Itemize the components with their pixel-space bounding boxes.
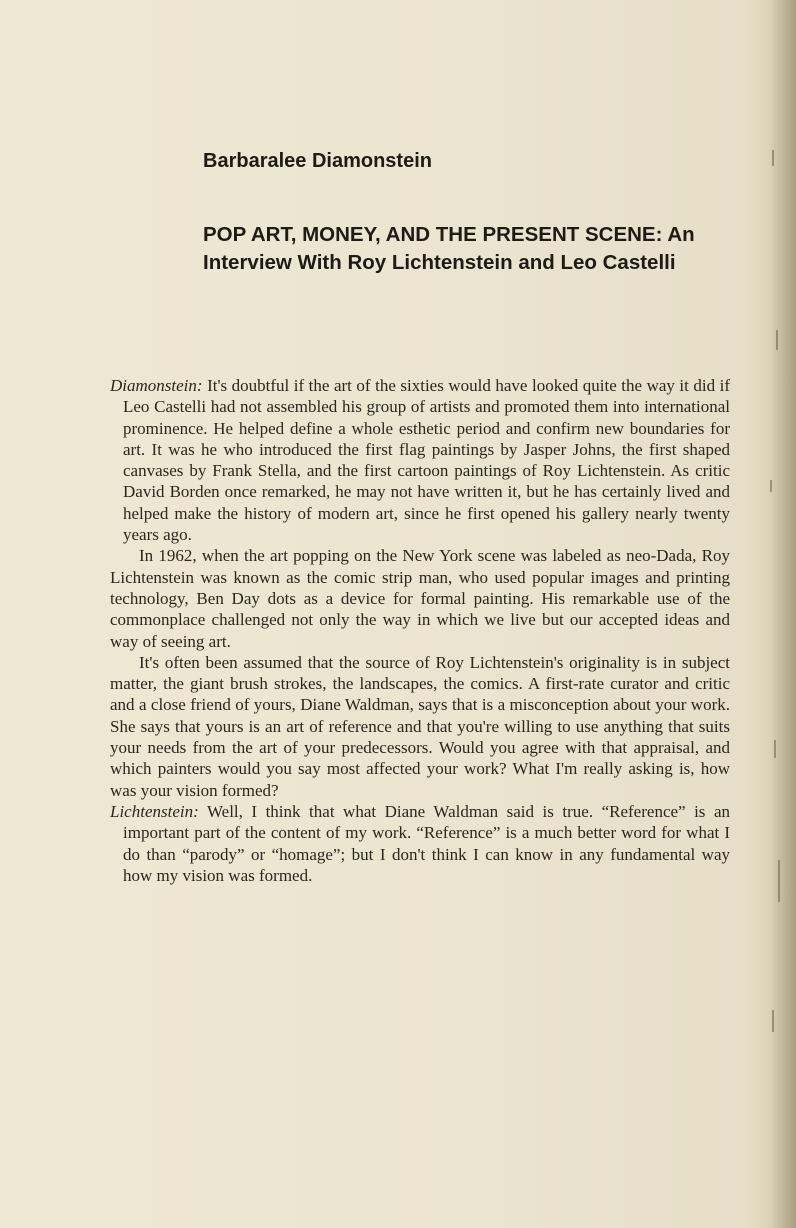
speaker-label: Diamonstein: xyxy=(110,376,203,395)
edge-speck xyxy=(778,860,780,902)
edge-speck xyxy=(772,1010,774,1032)
page-binding-edge xyxy=(770,0,796,1228)
article-body xyxy=(110,375,730,886)
paragraph-text: In 1962, when the art popping on the New York scene was labeled as neo-Dada, Roy Lichtenstein was known as the comic strip man, who used popular images and printing technology, Ben Day dots as a device for formal painting. His remarkable use of the commonplace challenged not only the way in which we live but our accepted ideas and way of seeing art. xyxy=(110,546,730,651)
paragraph-question xyxy=(110,652,730,801)
edge-speck xyxy=(774,740,776,758)
speaker-label: Lichtenstein: xyxy=(110,801,199,821)
paragraph-diamonstein-intro xyxy=(110,375,730,545)
edge-speck xyxy=(770,480,772,492)
article-title: POP ART, MONEY, AND THE PRESENT SCENE: An Interview With Roy Lichtenstein and Leo Castelli xyxy=(203,223,695,274)
paragraph-text: Well, I think that what Diane Waldman said is true. “Reference” is an important part of the content of my work. “Reference” is a much better word for what I do than “parody” or “homage”; but I don't think I can know in any fundamental way how my vision was formed. xyxy=(123,801,730,885)
author-name: Barbaralee Diamonstein xyxy=(203,150,432,172)
edge-speck xyxy=(772,150,774,166)
paragraph-1962 xyxy=(110,545,730,651)
paragraph-lichtenstein-answer xyxy=(110,801,730,886)
paragraph-text: It's often been assumed that the source of Roy Lichtenstein's originality is in subject matter, the giant brush strokes, the landscapes, the comics. A first-rate curator and critic and a close friend of yours, Diane Waldman, says that is a misconception about your work. She says that yours is an art of reference and that you're willing to use anything that suits your needs from the art of your predecessors. Would you agree with that appraisal, and which painters would you say most affected your work? What I'm really asking is, how was your vision formed? xyxy=(110,652,730,800)
edge-speck xyxy=(776,330,778,350)
paragraph-text: It's doubtful if the art of the sixties would have looked quite the way it did if Leo Castelli had not assembled his group of artists and promoted them into international prominence. He helped define a whole esthetic period and confirm new boundaries for art. It was he who introduced the first flag paintings by Jasper Johns, the first shaped canvases by Frank Stella, and the first cartoon paintings of Roy Lichtenstein. As critic David Borden once remarked, he may not have written it, but he has certainly lived and helped make the history of modern art, since he first opened his gallery nearly twenty years ago. xyxy=(123,376,730,545)
